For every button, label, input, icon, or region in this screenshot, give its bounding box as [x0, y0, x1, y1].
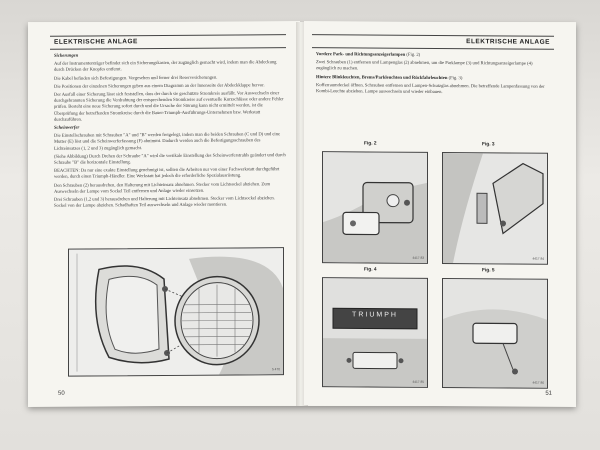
booklet — [28, 22, 576, 406]
figure-label: Fig. 5 — [482, 268, 495, 274]
paragraph: Kofferraumdeckel öffnen. Schrauben entfernen und Lampen-Schutzglas abnehmen. Die betreffende Lampenfassung von der Kombi-Leuchte abziehen. Lampe auswechseln und wieder einbauen. — [316, 81, 545, 95]
figure-code: 5 470 — [272, 367, 280, 372]
rear-lamp-illustration — [443, 153, 547, 264]
section-heading: Vordere Park- und Richtungsanzeigerlampen — [316, 51, 406, 57]
figure-label: Fig. 2 — [364, 141, 377, 147]
figure-2 — [322, 151, 428, 264]
figure-4 — [322, 277, 428, 388]
number-plate-lamp-illustration — [323, 278, 427, 387]
figure-code: 4417 84 — [532, 256, 544, 261]
paragraph: Auf der Instrumententräger befindet sich ein Sicherungskasten, der zugänglich gemacht wird, indem man die Abdeckung durch Drücken der Knopfes entfernt. — [54, 59, 277, 73]
right-page-text — [316, 51, 548, 98]
figure-code: 4417 86 — [532, 380, 544, 385]
figure-label: Fig. 4 — [364, 267, 377, 273]
interior-lamp-illustration — [443, 279, 547, 388]
header-rule-top — [50, 34, 286, 37]
figure-ref: (Fig. 3) — [448, 74, 463, 80]
section-heading-headlights: Scheinwerfer — [54, 124, 80, 130]
paragraph: Drei Schrauben (1,2 und 3) herausdrehen und Halterung mit Lichteinsatz abnehmen. Stecker vom Lichtsockel abziehen. Sockel von der Lampe abziehen. Schadhaften Teil auswechseln und Anlage wieder montieren. — [54, 195, 275, 209]
header-rule-bottom — [312, 47, 554, 50]
headlight-illustration — [69, 248, 283, 375]
paragraph: Den Schrauben (2) herausdrehen, den Halterung mit Lichteinsatz abnehmen. Stecker vom Lichtsockel abziehen. Zum Auswechseln der Lampe vom Sockel Teil entfernen und Anlage wieder einsetzen. — [54, 180, 271, 194]
paragraph: Zwei Schrauben (1) entfernen und Lampenglas (2) abnehmen, um die Parklampe (3) und Richtungsanzeigerlampe (4) zugänglich zu machen. — [316, 59, 533, 71]
page-number-right: 51 — [545, 390, 552, 397]
left-page — [28, 21, 300, 407]
section-heading: Hintere Blinkleuchten, Brems/Parkleuchten und Rückfahrleuchten — [316, 73, 448, 80]
right-page — [304, 21, 576, 407]
triumph-badge: TRIUMPH — [352, 311, 398, 319]
page-number-left: 50 — [58, 390, 65, 397]
paragraph: (Siehe Abbildung) Durch Drehen der Schraube "A" wird die vertikale Einstellung des Scheinwerferstrahls geändert und durch Schraube "B" die horizontale Einstellung. — [54, 151, 286, 165]
right-page-header: ELEKTRISCHE ANLAGE — [466, 38, 550, 46]
paragraph: Die Einstellschrauben mit Schrauben "A" und "B" werden freigelegt, indem man die beiden Schrauben (C und D) und eine Mutter (E) löst und die Scheinwerferfassung (F) abnimmt. Dadurch werden auch die Befestigungsschrauben des Lichteinsatzes (1, 2 und 3) zugänglich gemacht. — [54, 131, 281, 151]
header-rule-bottom — [50, 47, 286, 50]
paragraph: Der Ausfall einer Sicherung lässt sich feststellen, dass der durch sie geschützte Stromkreis ausfällt. Vor Auswechseln einer durchgebrannten Sicherung die Verdrahtung der entsprechenden Stromkreise auf eventuelle Kurzschlüsse oder andere Fehler prüfen. Besteht eine neue Sicherung sofort durch und die Ursache der Störung kann nicht ermittelt werden, ist die Überprüfung der betreffenden Stromkreise durch die Bauer-Triumph-Ausführungs-Unternehmen bzw. Werkstatt durchzuführen. — [54, 90, 284, 122]
figure-code: 4417 83 — [412, 255, 424, 260]
paragraph: Die Positionen der einzelnen Sicherungen geben aus einem Diagramm an der Innenseite der Abdeckklappe hervor. — [54, 82, 265, 89]
left-page-header: ELEKTRISCHE ANLAGE — [54, 38, 138, 46]
paragraph: Die Kabel befinden sich Befestigungen. Vorgesehen und ferner drei Reservesicherungen. — [54, 74, 218, 81]
figure-3 — [442, 152, 548, 265]
figure-label: Fig. 3 — [482, 142, 495, 148]
front-lamp-illustration — [323, 152, 427, 263]
figure-code: 4417 85 — [412, 379, 424, 384]
figure-5 — [442, 278, 548, 389]
section-heading-fuses: Sicherungen — [54, 52, 79, 58]
figure-ref: (Fig. 2) — [406, 51, 421, 57]
paragraph: BEACHTEN: Da nur eine exakte Einstellung genehmigt ist, sollten die Arbeiten nur von einer Fachwerkstatt durchgeführt werden, durch einen Triumph-Händler. Eine Werkstatt hat jedoch die erforderliche Spezialausrüstung. — [54, 166, 280, 180]
headlight-figure — [68, 247, 284, 377]
header-rule-top — [312, 34, 554, 37]
left-page-text — [54, 51, 286, 211]
